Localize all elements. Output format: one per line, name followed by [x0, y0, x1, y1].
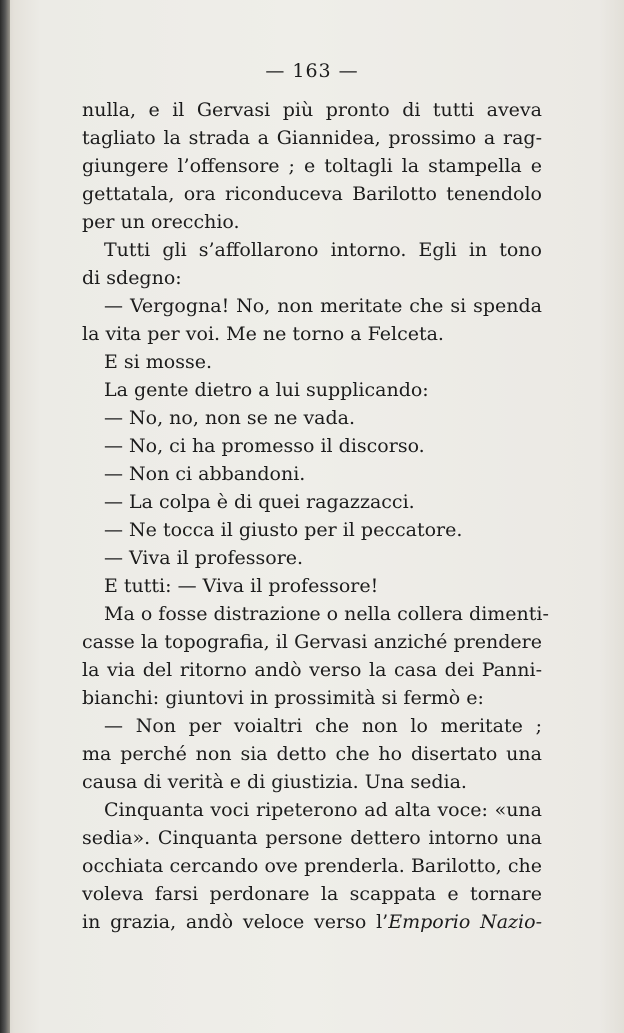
text-line: Ma o fosse distrazione o nella collera dimenti- — [104, 603, 549, 625]
text-line: — No, no, non se ne vada. — [104, 407, 356, 429]
text-line: — Non ci abbandoni. — [104, 463, 306, 485]
text-line: sedia». Cinquanta persone dettero intorno una — [82, 827, 542, 849]
text-line: La gente dietro a lui supplicando: — [104, 379, 429, 401]
text-line: la vita per voi. Me ne torno a Felceta. — [82, 323, 444, 345]
text-line: giungere l’offensore ; e toltagli la stampella e — [82, 155, 542, 177]
text-line: — No, ci ha promesso il discorso. — [104, 435, 425, 457]
text-line: bianchi: giuntovi in prossimità si fermò e: — [82, 687, 484, 709]
text-line: — La colpa è di quei ragazzacci. — [104, 491, 415, 513]
text-line: Tutti gli s’affollarono intorno. Egli in tono — [104, 239, 542, 261]
text-line: Cinquanta voci ripeterono ad alta voce: «una — [104, 799, 542, 821]
text-line: voleva farsi perdonare la scappata e tornare — [82, 883, 542, 905]
italic-title-fragment: Emporio Nazio- — [388, 911, 542, 933]
text-line: di sdegno: — [82, 267, 182, 289]
text-line: — Ne tocca il giusto per il peccatore. — [104, 519, 463, 541]
text-line: tagliato la strada a Giannidea, prossimo a rag- — [82, 127, 542, 149]
text-line: ma perché non sia detto che ho disertato una — [82, 743, 542, 765]
text-line: — Viva il professore. — [104, 547, 304, 569]
text-line: occhiata cercando ove prenderla. Barilotto, che — [82, 855, 542, 877]
body-text — [82, 96, 549, 936]
text-line: E si mosse. — [104, 351, 213, 373]
text-line: — Non per voialtri che non lo meritate ; — [104, 715, 542, 737]
text-line: E tutti: — Viva il professore! — [104, 575, 379, 597]
text-line: casse la topografia, il Gervasi anziché prendere — [82, 631, 542, 653]
text-line-final — [82, 908, 542, 936]
text-line: la via del ritorno andò verso la casa dei Panni- — [82, 659, 542, 681]
book-spine-shadow — [0, 0, 10, 1033]
text-line: per un orecchio. — [82, 211, 240, 233]
page-number: — 163 — — [265, 60, 359, 82]
text-line: gettatala, ora riconduceva Barilotto tenendolo — [82, 183, 542, 205]
text-line: — Vergogna! No, non meritate che si spenda — [104, 295, 542, 317]
text-line: nulla, e il Gervasi più pronto di tutti aveva — [82, 99, 542, 121]
text-line: causa di verità e di giustizia. Una sedia. — [82, 771, 467, 793]
text-line-prefix: in grazia, andò veloce verso l’ — [82, 911, 389, 933]
